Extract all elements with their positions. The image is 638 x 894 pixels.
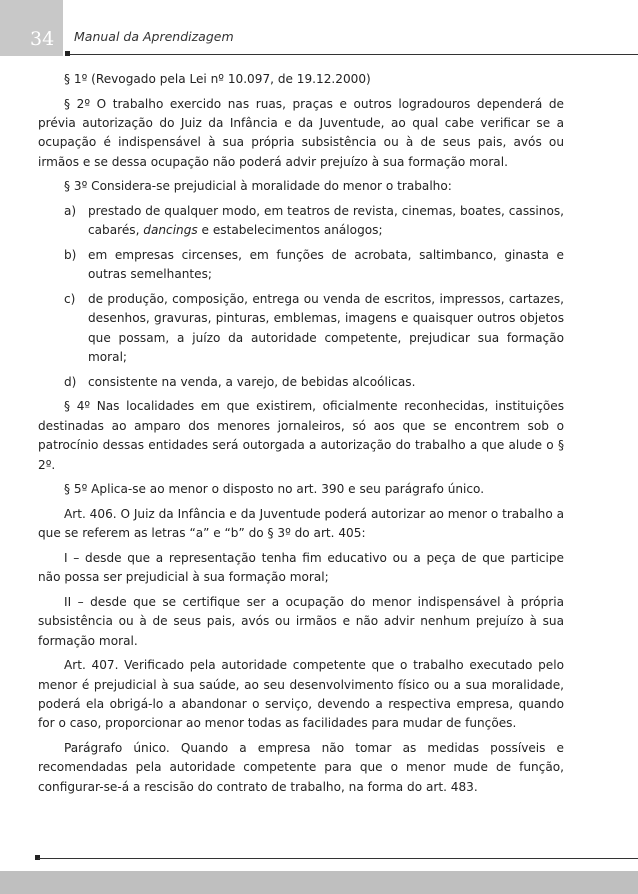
paragraph-3: § 3º Considera-se prejudicial à moralidade do menor o trabalho: <box>64 179 452 194</box>
paragraph-8: II – desde que se certifique ser a ocupação do menor indispensável à própria subsistência ou à de seus pais, avós ou irmãos e não advir nenhum prejuízo à sua formação moral. <box>38 594 564 648</box>
paragraph-2: § 2º O trabalho exercido nas ruas, praças e outros logradouros dependerá de prévia autorização do Juiz da Infância e da Juventude, ao qual cabe verificar se a ocupação é indispensável à sua própria subsistência ou à de seus pais, avós ou irmãos e se dessa ocupação não poderá advir prejuízo à sua formação moral. <box>38 96 564 169</box>
paragraph-10: Parágrafo único. Quando a empresa não tomar as medidas possíveis e recomendadas pela autoridade competente para que o menor mude de função, configurar-se-á a rescisão do contrato de trabalho, na forma do art. 483. <box>38 741 564 794</box>
list-marker: c) <box>64 292 76 306</box>
list-item-c <box>38 290 564 368</box>
paragraph-9: Art. 407. Verificado pela autoridade competente que o trabalho executado pelo menor é prejudicial à sua saúde, ao seu desenvolvimento físico ou a sua moralidade, poderá ela obrigá-lo a abandonar o serviço, devendo a respectiva empresa, quando for o caso, proporcionar ao menor todas as facilidades para mudar de funções. <box>38 658 564 731</box>
list-item-text: prestado de qualquer modo, em teatros de revista, cinemas, boates, cassinos, cabarés, <box>88 204 564 238</box>
running-title: Manual da Aprendizagem <box>74 29 234 44</box>
list-item-text-end: e estabelecimentos análogos; <box>197 223 383 238</box>
list-marker: b) <box>64 248 77 262</box>
list-item-text: de produção, composição, entrega ou venda de escritos, impressos, cartazes, desenhos, gravuras, pinturas, emblemas, imagens e quaisquer outros objetos que possam, a juízo da autoridade competente, prejudicar sua formação moral; <box>88 292 564 365</box>
list-item-text: em empresas circenses, em funções de acrobata, saltimbanco, ginasta e outras semelhantes; <box>88 248 564 282</box>
header-rule <box>70 54 638 55</box>
footer-bar <box>0 871 638 894</box>
paragraph-6: Art. 406. O Juiz da Infância e da Juventude poderá autorizar ao menor o trabalho a que se referem as letras “a” e “b” do § 3º do art. 405: <box>38 506 564 541</box>
list-item-d <box>38 373 564 392</box>
paragraph-1: § 1º (Revogado pela Lei nº 10.097, de 19.12.2000) <box>64 72 371 86</box>
list-item-italic: dancings <box>143 223 198 238</box>
list-item-text: consistente na venda, a varejo, de bebidas alcoólicas. <box>88 374 416 389</box>
list-marker: a) <box>64 204 77 218</box>
footer-rule <box>38 858 638 859</box>
list-item-a <box>38 202 564 241</box>
list-item-b <box>38 246 564 285</box>
paragraph-4: § 4º Nas localidades em que existirem, oficialmente reconhecidas, instituições destinadas ao amparo dos menores jornaleiros, só aos que se encontrem sob o patrocínio dessas entidades será outorgada a autorização do trabalho a que alude o § 2º. <box>38 399 564 472</box>
page-number: 34 <box>30 28 55 50</box>
paragraph-5: § 5º Aplica-se ao menor o disposto no art. 390 e seu parágrafo único. <box>64 482 485 497</box>
paragraph-7: I – desde que a representação tenha fim educativo ou a peça de que participe não possa ser prejudicial à sua formação moral; <box>38 550 564 585</box>
list-marker: d) <box>64 374 77 389</box>
page-body <box>38 70 564 802</box>
